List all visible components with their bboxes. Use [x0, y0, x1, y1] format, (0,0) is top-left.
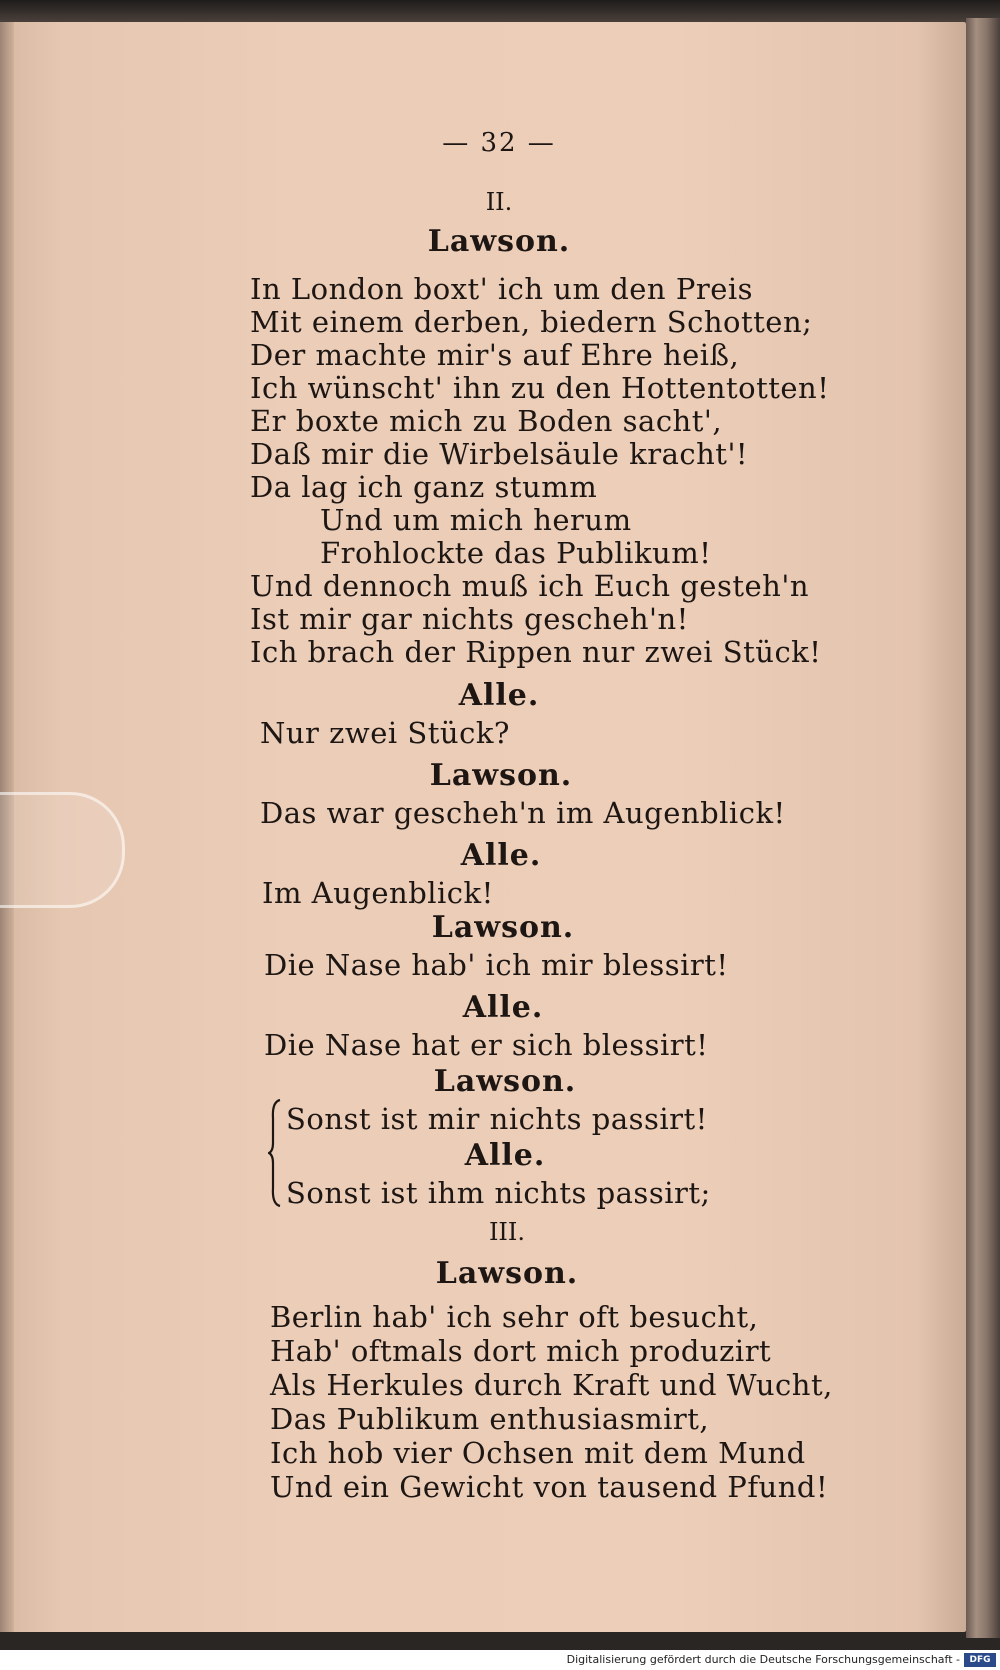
verse-line: Das Publikum enthusiasmirt,	[270, 1402, 710, 1436]
verse-line: Ich wünscht' ihn zu den Hottentotten!	[250, 371, 830, 405]
verse-line: Und um mich herum	[320, 503, 632, 537]
verse-line: Als Herkules durch Kraft und Wucht,	[270, 1368, 833, 1402]
verse-line: Ich hob vier Ochsen mit dem Mund	[270, 1436, 806, 1470]
speaker-heading: Lawson.	[429, 758, 573, 793]
dialogue-line: Die Nase hat er sich blessirt!	[264, 1028, 709, 1062]
dialogue-line: Sonst ist mir nichts passirt!	[286, 1102, 708, 1136]
speaker-heading: Lawson.	[433, 1064, 577, 1099]
verse-line: Frohlockte das Publikum!	[320, 536, 712, 570]
page-stack-edge	[966, 18, 1000, 1638]
speaker-heading: Lawson.	[427, 224, 571, 259]
verse-line: Ist mir gar nichts gescheh'n!	[250, 602, 689, 636]
speaker-heading: Alle.	[460, 838, 542, 873]
dialogue-line: Im Augenblick!	[262, 876, 494, 910]
verse-line: Und ein Gewicht von tausend Pfund!	[270, 1470, 829, 1504]
verse-line: Und dennoch muß ich Euch gesteh'n	[250, 569, 809, 603]
section-numeral: II.	[485, 188, 513, 216]
verse-line: Berlin hab' ich sehr oft besucht,	[270, 1300, 759, 1334]
speaker-heading: Alle.	[464, 1138, 546, 1173]
dialogue-line: Das war gescheh'n im Augenblick!	[260, 796, 786, 830]
speaker-heading: Lawson.	[435, 1256, 579, 1291]
verse-line: Er boxte mich zu Boden sacht',	[250, 404, 723, 438]
speaker-heading: Alle.	[458, 678, 540, 713]
dialogue-line: Die Nase hab' ich mir blessirt!	[264, 948, 729, 982]
section-numeral: III.	[488, 1218, 526, 1246]
verse-line: In London boxt' ich um den Preis	[250, 272, 754, 306]
speaker-heading: Alle.	[462, 990, 544, 1025]
verse-line: Daß mir die Wirbelsäule kracht'!	[250, 437, 749, 471]
funding-credit: Digitalisierung gefördert durch die Deutsche Forschungsgemeinschaft -	[566, 1653, 960, 1666]
verse-line: Ich brach der Rippen nur zwei Stück!	[250, 635, 822, 669]
footer-bar	[0, 1650, 1000, 1670]
speaker-heading: Lawson.	[431, 910, 575, 945]
page-number: — 32 —	[442, 128, 556, 158]
verse-line: Hab' oftmals dort mich produzirt	[270, 1334, 772, 1368]
dialogue-line: Nur zwei Stück?	[260, 716, 510, 750]
verse-line: Mit einem derben, biedern Schotten;	[250, 305, 813, 339]
dfg-logo: DFG	[964, 1653, 996, 1667]
verse-line: Der machte mir's auf Ehre heiß,	[250, 338, 740, 372]
dialogue-line: Sonst ist ihm nichts passirt;	[286, 1176, 711, 1210]
curly-brace-icon	[268, 1098, 282, 1208]
verse-line: Da lag ich ganz stumm	[250, 470, 598, 504]
